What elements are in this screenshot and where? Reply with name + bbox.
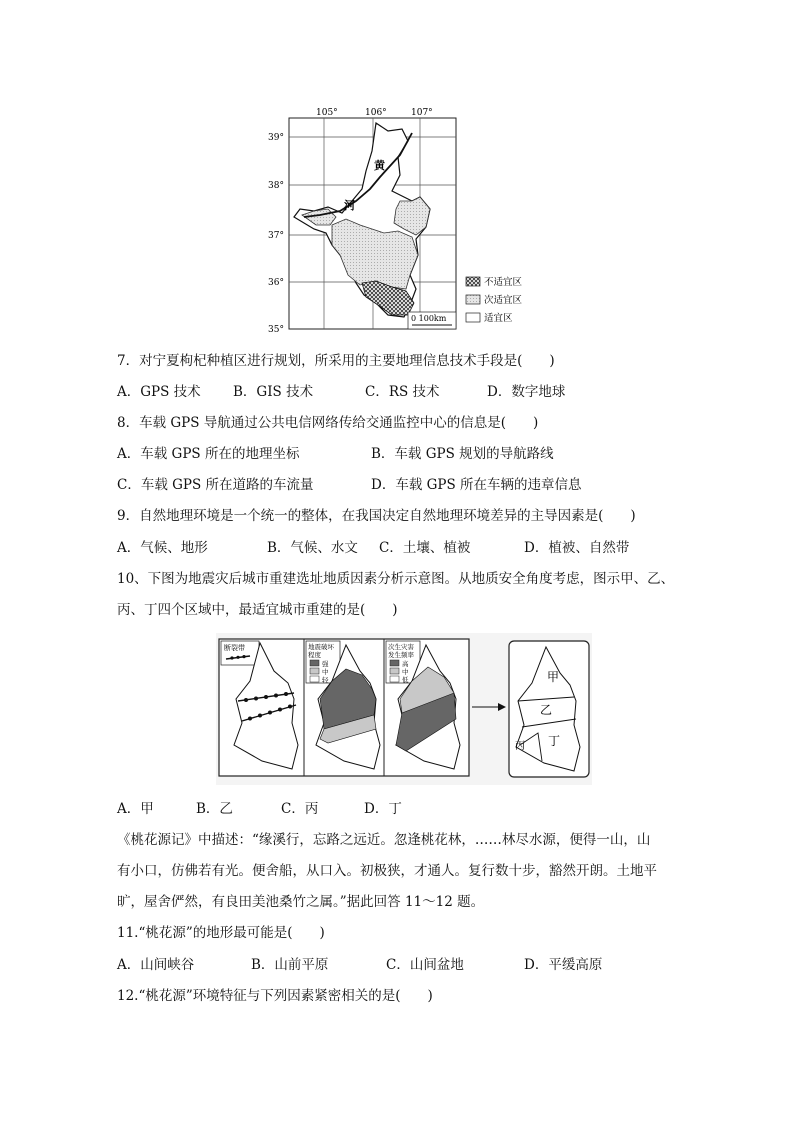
lat-label: 35° <box>268 325 284 335</box>
option-c[interactable]: C．RS 技术 <box>365 384 440 400</box>
legend-label: 高 <box>402 660 409 668</box>
option-d[interactable]: D．平缓高原 <box>524 957 603 973</box>
region-jia: 甲 <box>547 670 560 684</box>
option-b[interactable]: B．车载 GPS 规划的导航路线 <box>371 446 554 462</box>
option-b[interactable]: B．GIS 技术 <box>233 384 314 400</box>
passage-line-3: 旷，屋舍俨然，有良田美池桑竹之属。”据此回答 11～12 题。 <box>117 894 485 910</box>
geology-analysis-diagram <box>216 633 592 785</box>
question-9-stem: 9．自然地理环境是一个统一的整体，在我国决定自然地理环境差异的主导因素是( ) <box>117 508 636 524</box>
option-c[interactable]: C．丙 <box>281 801 319 817</box>
question-11-stem: 11.“桃花源”的地形最可能是( ) <box>117 925 325 941</box>
question-8-stem: 8．车载 GPS 导航通过公共电信网络传给交通监控中心的信息是( ) <box>117 415 539 431</box>
passage-line-2: 有小口，仿佛若有光。便舍船，从口入。初极狭，才通人。复行数十步，豁然开朗。土地平 <box>117 863 657 879</box>
lon-label: 106° <box>365 108 387 118</box>
option-b[interactable]: B．乙 <box>196 801 233 817</box>
region-yi: 乙 <box>540 703 553 717</box>
legend-label: 轻 <box>322 676 329 684</box>
option-d[interactable]: D．植被、自然带 <box>524 540 630 556</box>
legend-swatch-suitable <box>466 313 480 322</box>
panel-regions <box>509 641 589 777</box>
option-a[interactable]: A．山间峡谷 <box>117 957 195 973</box>
legend-swatch-subsuitable <box>466 295 480 304</box>
option-a[interactable]: A．GPS 技术 <box>117 384 201 400</box>
lat-label: 39° <box>268 133 284 143</box>
lon-label: 107° <box>411 108 433 118</box>
legend-swatch-unsuitable <box>466 277 480 286</box>
question-7-stem: 7．对宁夏枸杞种植区进行规划，所采用的主要地理信息技术手段是( ) <box>117 353 555 369</box>
legend-label: 适宜区 <box>484 313 513 324</box>
option-c[interactable]: C．山间盆地 <box>386 957 464 973</box>
panel3-title: 发生频率 <box>388 651 414 659</box>
river-label: 黄 <box>374 159 385 172</box>
legend-label: 次适宜区 <box>484 295 523 306</box>
scale-label: 0 100km <box>411 314 447 323</box>
panel1-label: 断裂带 <box>224 644 245 652</box>
legend-label: 低 <box>402 676 409 684</box>
lat-label: 38° <box>268 181 284 191</box>
legend-label: 中 <box>322 668 329 676</box>
option-d[interactable]: D．数字地球 <box>487 384 566 400</box>
option-c[interactable]: C．土壤、植被 <box>379 540 471 556</box>
lon-label: 105° <box>316 108 338 118</box>
option-a[interactable]: A．气候、地形 <box>117 540 208 556</box>
option-a[interactable]: A．甲 <box>117 801 154 817</box>
option-d[interactable]: D．丁 <box>364 801 402 817</box>
passage-line-1: 《桃花源记》中描述：“缘溪行，忘路之远近。忽逢桃花林，……林尽水源，便得一山，山 <box>117 832 651 848</box>
legend-label: 强 <box>322 660 329 668</box>
question-10-stem-line2: 丙、丁四个区域中，最适宜城市重建的是( ) <box>117 602 398 618</box>
option-c[interactable]: C．车载 GPS 所在道路的车流量 <box>117 477 314 493</box>
lat-label: 36° <box>268 278 284 288</box>
option-b[interactable]: B．气候、水文 <box>267 540 358 556</box>
panel2-title: 地震破坏 <box>308 643 334 651</box>
option-b[interactable]: B．山前平原 <box>251 957 329 973</box>
question-12-stem: 12.“桃花源”环境特征与下列因素紧密相关的是( ) <box>117 988 433 1004</box>
question-10-stem-line1: 10、下图为地震灾后城市重建选址地质因素分析示意图。从地质安全角度考虑，图示甲、乙、 <box>117 571 675 587</box>
option-d[interactable]: D．车载 GPS 所在车辆的违章信息 <box>371 477 582 493</box>
lat-label: 37° <box>268 231 284 241</box>
legend-label: 中 <box>402 668 409 676</box>
region-ding: 丁 <box>548 734 561 748</box>
river-label: 河 <box>344 199 355 212</box>
legend-label: 不适宜区 <box>484 277 523 288</box>
region-bing: 丙 <box>515 741 525 752</box>
panel3-title: 次生灾害 <box>388 643 414 651</box>
option-a[interactable]: A．车载 GPS 所在的地理坐标 <box>117 446 300 462</box>
panel2-title: 程度 <box>308 651 321 659</box>
ningxia-goji-map <box>268 105 550 335</box>
